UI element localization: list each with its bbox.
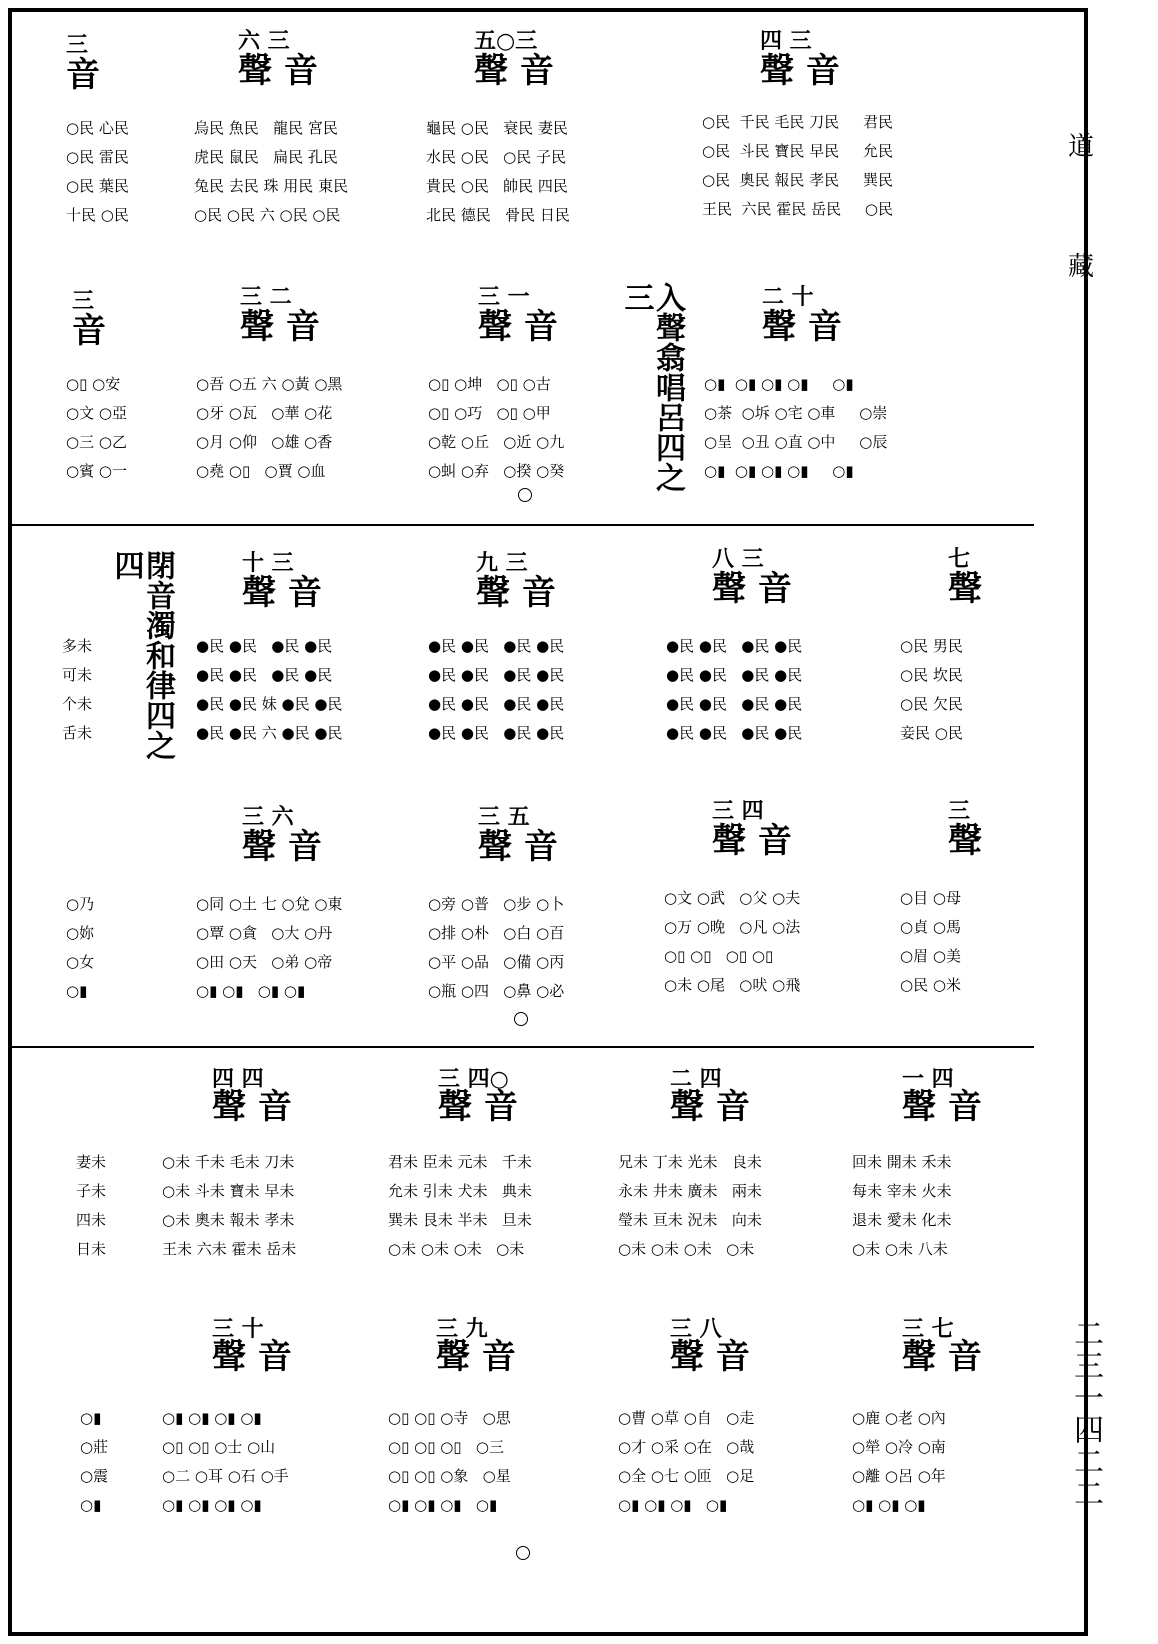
block-top: 三: [72, 288, 95, 314]
block-bottom: 聲 音: [902, 1087, 982, 1127]
block-cells: ○▮ ○▮ ○▮ ○▮ ○▮ ○茶 ○坼 ○宅 ○車 ○崇 ○呈 ○丑 ○直 ○中 ○辰 ○▮ ○▮ ○▮ ○▮ ○▮: [704, 375, 888, 480]
block-top: 二 四: [670, 1066, 722, 1092]
section-divider-2: [12, 1046, 1034, 1048]
block-cells: ○民 男民 ○民 坎民 ○民 欠民 妾民 ○民: [900, 637, 963, 742]
block-bottom: 聲 音: [476, 573, 556, 613]
section-divider-1: [12, 524, 1034, 526]
block-top: 九 三: [476, 550, 528, 576]
block-cells: 君未 臣未 元未 千未 允未 引未 犬未 典未 巽未 艮未 半未 旦未 ○未 ○未 ○未 ○未: [388, 1153, 532, 1258]
block-top: 二 十: [762, 284, 814, 310]
block-bottom: 聲 音: [212, 1087, 292, 1127]
block-top: 三 十: [212, 1316, 264, 1342]
block-bottom: 聲 音: [238, 51, 318, 91]
block-top: 三 九: [436, 1316, 488, 1342]
block-cells: ○▯ ○坤 ○▯ ○古 ○▯ ○巧 ○▯ ○甲 ○乾 ○丘 ○近 ○九 ○虯 ○弃 ○揆 ○癸: [428, 375, 565, 480]
block-bottom: 聲 音: [242, 827, 322, 867]
circle-mark: [514, 1012, 528, 1026]
block-top: 三: [66, 32, 89, 58]
page-number: 二三一四二二: [1068, 1318, 1103, 1510]
block-cells: ○▮ ○莊 ○震 ○▮: [80, 1409, 109, 1514]
block-cells: ●民 ●民 ●民 ●民 ●民 ●民 ●民 ●民 ●民 ●民 ●民 ●民 ●民 ●民 ●民 ●民: [428, 637, 565, 742]
block-cells: ○同 ○土 七 ○兌 ○東 ○覃 ○貪 ○大 ○丹 ○田 ○天 ○弟 ○帝 ○▮ ○▮ ○▮ ○▮: [196, 895, 343, 1000]
block-top: 四 四: [212, 1066, 264, 1092]
block-top: 八 三: [712, 546, 764, 572]
margin-title-a: 道: [1068, 132, 1095, 162]
block-top: 七: [948, 546, 971, 572]
block-bottom: 音: [66, 55, 100, 95]
block-bottom: 聲 音: [436, 1337, 516, 1377]
block-bottom: 聲 音: [712, 821, 792, 861]
margin-title-b: 藏: [1068, 252, 1095, 282]
circle-mark: [518, 488, 532, 502]
block-top: 三: [948, 798, 971, 824]
block-cells: ○曹 ○草 ○自 ○走 ○才 ○采 ○在 ○哉 ○全 ○七 ○匝 ○足 ○▮ ○▮ ○▮ ○▮: [618, 1409, 755, 1514]
block-cells: 龜民 ○民 衰民 妻民 水民 ○民 ○民 子民 貴民 ○民 帥民 四民 北民 德民 骨民 日民: [426, 119, 570, 224]
block-cells: ○民 心民 ○民 雷民 ○民 葉民 十民 ○民: [66, 119, 129, 224]
block-bottom: 聲 音: [242, 573, 322, 613]
block-top: 三 二: [240, 284, 292, 310]
block-cells: 兄未 丁未 光未 良未 永未 井未 廣未 兩未 瑩未 亘未 況未 向未 ○未 ○未 ○未 ○未: [618, 1153, 762, 1258]
block-cells: 妻未 子未 四未 日未: [76, 1153, 107, 1258]
block-top: 三 五: [478, 804, 530, 830]
block-cells: ○▯ ○▯ ○寺 ○思 ○▯ ○▯ ○▯ ○三 ○▯ ○▯ ○象 ○星 ○▮ ○▮ ○▮ ○▮: [388, 1409, 511, 1514]
block-top: 三 八: [670, 1316, 722, 1342]
block-bottom: 聲 音: [670, 1087, 750, 1127]
block-bottom: 聲 音: [712, 569, 792, 609]
block-bottom: 聲 音: [474, 51, 554, 91]
block-bottom: 聲: [948, 821, 982, 861]
block-top: 三 四: [712, 798, 764, 824]
block-top: 五○三: [474, 28, 538, 54]
block-bottom: 音: [72, 311, 106, 351]
block-top: 十 三: [242, 550, 294, 576]
block-cells: ○未 千未 毛未 刀未 ○未 斗未 寶未 早未 ○未 奧未 報未 孝未 王未 六未 霍未 岳未: [162, 1153, 297, 1258]
block-bottom: 聲 音: [760, 51, 840, 91]
block-top: 三 七: [902, 1316, 954, 1342]
circle-mark: [516, 1546, 530, 1560]
block-cells: ○目 ○母 ○貞 ○馬 ○眉 ○美 ○民 ○米: [900, 889, 961, 994]
block-cells: ●民 ●民 ●民 ●民 ●民 ●民 ●民 ●民 ●民 ●民 ●民 ●民 ●民 ●民 ●民 ●民: [666, 637, 803, 742]
block-top: 三 一: [478, 284, 530, 310]
block-cells: 多未 可未 个未 舌未: [62, 637, 93, 742]
block-bottom: 聲 音: [670, 1337, 750, 1377]
block-top: 三 四○: [438, 1066, 509, 1092]
block-cells: ○▯ ○安 ○文 ○亞 ○三 ○乙 ○賓 ○一: [66, 375, 127, 480]
block-top: 三 六: [242, 804, 294, 830]
block-cells: ○文 ○武 ○父 ○夫 ○万 ○晚 ○凡 ○法 ○▯ ○▯ ○▯ ○▯ ○未 ○尾 ○吠 ○飛: [664, 889, 801, 994]
block-bottom: 聲 音: [212, 1337, 292, 1377]
page-border: [8, 8, 1088, 1636]
block-cells: ●民 ●民 ●民 ●民 ●民 ●民 ●民 ●民 ●民 ●民 妹 ●民 ●民 ●民 ●民 六 ●民 ●民: [196, 637, 343, 742]
block-cells: ○▮ ○▮ ○▮ ○▮ ○▯ ○▯ ○士 ○山 ○二 ○耳 ○石 ○手 ○▮ ○▮ ○▮ ○▮: [162, 1409, 289, 1514]
block-top: 六 三: [238, 28, 290, 54]
block-cells: ○吾 ○五 六 ○黃 ○黑 ○牙 ○瓦 ○華 ○花 ○月 ○仰 ○雄 ○香 ○堯 ○▯ ○賈 ○血: [196, 375, 343, 480]
block-bottom: 聲 音: [438, 1087, 518, 1127]
block-cells: ○旁 ○普 ○步 ○卜 ○排 ○朴 ○白 ○百 ○平 ○品 ○備 ○丙 ○瓶 ○四 ○鼻 ○必: [428, 895, 565, 1000]
block-cells: 烏民 魚民 龍民 宮民 虎民 鼠民 扁民 孔民 兔民 去民 珠 用民 東民 ○民 ○民 六 ○民 ○民: [194, 119, 349, 224]
block-bottom: 聲 音: [762, 307, 842, 347]
block-cells: ○鹿 ○老 ○內 ○犖 ○冷 ○南 ○離 ○呂 ○年 ○▮ ○▮ ○▮: [852, 1409, 946, 1514]
block-cells: ○民 千民 毛民 刀民 君民 ○民 斗民 寶民 早民 允民 ○民 奧民 報民 孝民 巽民 王民 六民 霍民 岳民 ○民: [702, 113, 894, 218]
vertical-title-1: 入聲翕唱呂四之三: [618, 282, 685, 492]
vertical-title-2: 閉音濁和律四之四: [108, 550, 175, 760]
block-top: 一 四: [902, 1066, 954, 1092]
block-cells: 回未 開未 禾未 每未 宰未 火未 退未 愛未 化未 ○未 ○未 八未: [852, 1153, 952, 1258]
block-cells: ○乃 ○妳 ○女 ○▮: [66, 895, 95, 1000]
block-bottom: 聲 音: [240, 307, 320, 347]
block-bottom: 聲 音: [478, 307, 558, 347]
block-bottom: 聲 音: [478, 827, 558, 867]
block-top: 四 三: [760, 28, 812, 54]
block-bottom: 聲: [948, 569, 982, 609]
block-bottom: 聲 音: [902, 1337, 982, 1377]
